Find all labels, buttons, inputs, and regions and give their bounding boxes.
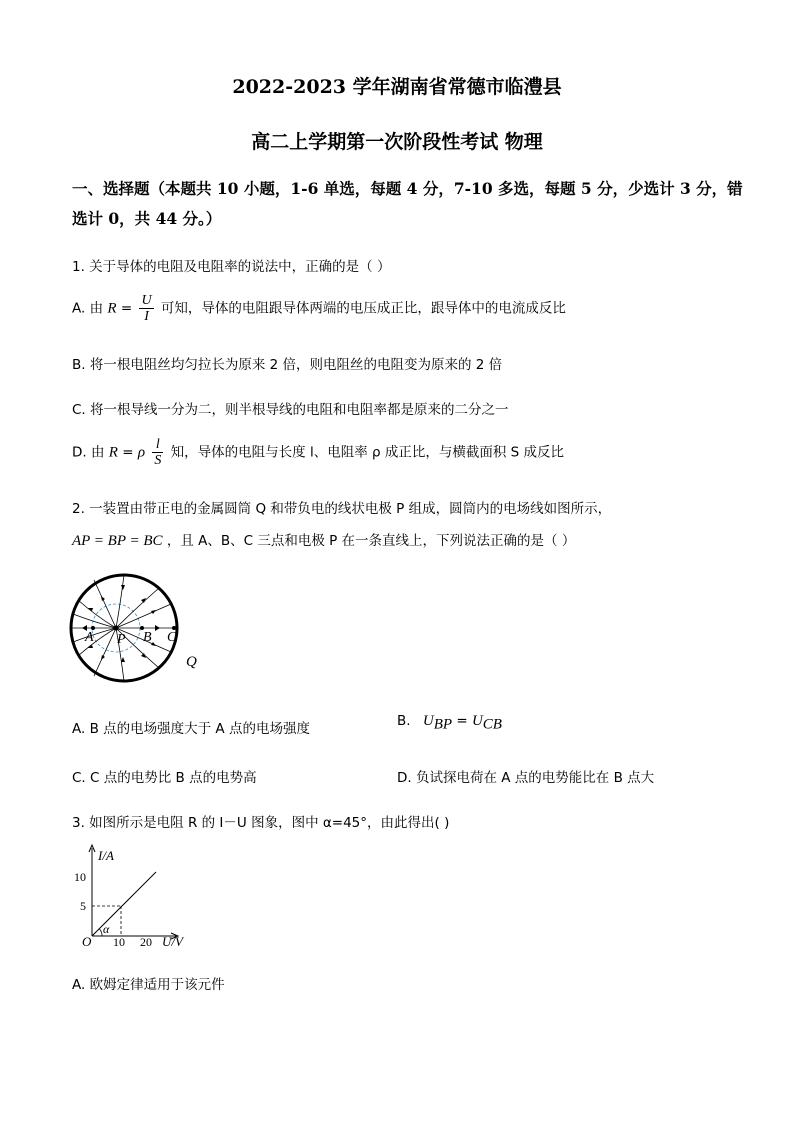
ylabel: I/A bbox=[98, 848, 114, 863]
q1-option-d-text: 知，导体的电阻与长度 l、电阻率 ρ 成正比，与横截面积 S 成反比 bbox=[170, 444, 565, 461]
q2-option-b-sub1: BP bbox=[433, 716, 453, 733]
q2-option-b-sub2: CB bbox=[482, 716, 502, 733]
title-line-1: 2022-2023 学年湖南省常德市临澧县 bbox=[232, 76, 562, 98]
q2-option-b-prefix: B. bbox=[397, 713, 411, 729]
q2-stem-line-1: 2. 一装置由带正电的金属圆筒 Q 和带负电的线状电极 P 组成，圆筒内的电场线如图所示， bbox=[72, 501, 612, 517]
xlabel: U/V bbox=[162, 934, 183, 949]
q1-option-d-denominator: S bbox=[154, 453, 162, 468]
q1-option-b: B. 将一根电阻丝均匀拉长为原来 2 倍，则电阻丝的电阻变为原来的 2 倍 bbox=[72, 357, 503, 373]
q1-option-a-prefix: A. 由 bbox=[72, 300, 104, 317]
section-heading-line-1: 一、选择题（本题共 10 小题，1-6 单选，每题 4 分，7-10 多选，每题 5 分，少选计 3 分，错 bbox=[72, 179, 743, 198]
q2-option-b-u1: U bbox=[422, 713, 434, 729]
label-c: C bbox=[167, 630, 177, 645]
q2-stem-equation: AP = BP = BC bbox=[72, 533, 163, 549]
q1-option-d-r: R bbox=[108, 444, 118, 461]
q1-option-d-fraction bbox=[152, 437, 163, 468]
xtick-10: 10 bbox=[113, 935, 125, 949]
origin-label: O bbox=[82, 934, 92, 949]
q2-option-a: A. B 点的电场强度大于 A 点的电场强度 bbox=[72, 721, 310, 737]
angle-label: α bbox=[103, 922, 110, 936]
xtick-20: 20 bbox=[140, 935, 152, 949]
q1-option-a-r: R bbox=[107, 300, 117, 317]
q1-option-a-fraction bbox=[139, 293, 153, 324]
q1-option-d-numerator: l bbox=[152, 437, 163, 453]
q2-option-b-u2: U bbox=[471, 713, 483, 729]
angle-arc bbox=[100, 929, 103, 936]
q2-stem-text: ，且 A、B、C 三点和电极 P 在一条直线上，下列说法正确的是（ ） bbox=[166, 533, 576, 549]
q3-stem: 3. 如图所示是电阻 R 的 I－U 图象，图中 α=45°，由此得出( ) bbox=[72, 815, 450, 831]
q2-option-c: C. C 点的电势比 B 点的电势高 bbox=[72, 770, 257, 786]
q2-option-b bbox=[397, 713, 502, 734]
ytick-10: 10 bbox=[74, 870, 86, 884]
q1-option-c: C. 将一根导线一分为二，则半根导线的电阻和电阻率都是原来的二分之一 bbox=[72, 402, 509, 418]
q1-option-a bbox=[72, 293, 566, 324]
section-heading-line-2: 选计 0，共 44 分。） bbox=[72, 209, 222, 228]
q2-option-b-eq: = bbox=[456, 713, 468, 729]
label-a: A bbox=[85, 630, 94, 645]
ytick-5: 5 bbox=[80, 899, 86, 913]
q1-option-d-prefix: D. 由 bbox=[72, 444, 105, 461]
label-p: P bbox=[117, 632, 126, 647]
q2-stem-line-2 bbox=[72, 529, 575, 550]
label-q: Q bbox=[186, 654, 197, 670]
q3-option-a: A. 欧姆定律适用于该元件 bbox=[72, 977, 225, 993]
label-b: B bbox=[143, 630, 152, 645]
q1-option-a-eq: = bbox=[120, 300, 133, 317]
q1-option-a-denominator: I bbox=[144, 309, 149, 324]
q1-option-d-eq: = bbox=[122, 444, 134, 461]
title-line-2: 高二上学期第一次阶段性考试 物理 bbox=[251, 131, 543, 153]
q2-field-diagram bbox=[66, 566, 216, 692]
q3-iu-graph bbox=[70, 842, 200, 954]
q1-option-a-numerator: U bbox=[141, 293, 152, 308]
iu-line bbox=[92, 872, 156, 936]
q1-option-a-text: 可知，导体的电阻跟导体两端的电压成正比，跟导体中的电流成反比 bbox=[160, 300, 566, 317]
electrode-p bbox=[113, 625, 118, 630]
q1-option-d bbox=[72, 437, 564, 468]
q1-option-d-rho: ρ bbox=[137, 444, 146, 461]
q2-option-d: D. 负试探电荷在 A 点的电势能比在 B 点大 bbox=[397, 770, 655, 786]
q1-stem: 1. 关于导体的电阻及电阻率的说法中，正确的是（ ） bbox=[72, 259, 391, 275]
